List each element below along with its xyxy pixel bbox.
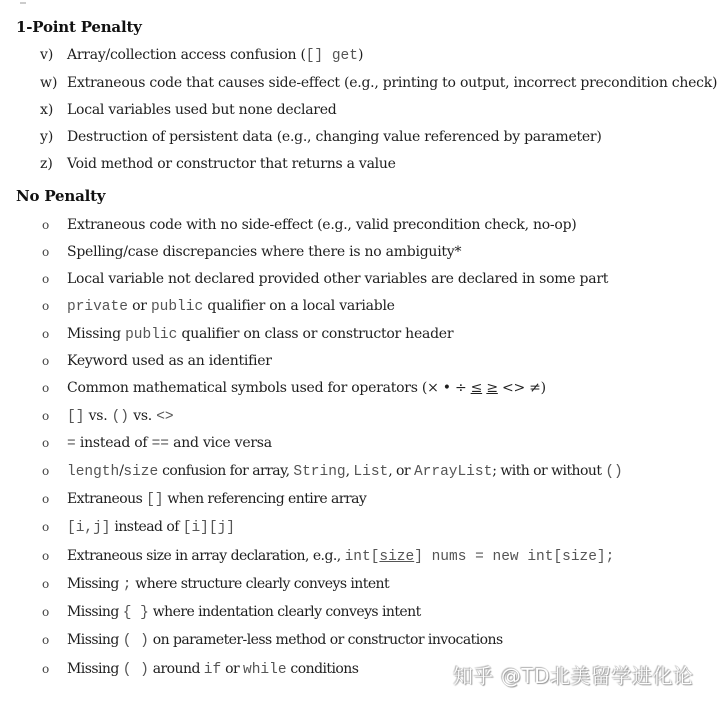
bullet-icon: o <box>42 381 50 395</box>
item-text <box>67 632 503 649</box>
watermark: 知乎 @TD北美留学进化论 <box>453 664 694 688</box>
item-text: Spelling/case discrepancies where there is no ambiguity* <box>67 244 462 260</box>
bullet-icon: o <box>42 464 50 478</box>
bullet-icon: o <box>42 409 50 423</box>
code-snippet: [] <box>146 491 164 508</box>
text-fragment: qualifier on a local variable <box>203 297 395 314</box>
item-text <box>67 435 272 452</box>
code-snippet: if <box>203 661 222 678</box>
code-snippet: <> <box>156 408 174 425</box>
item-text <box>67 576 389 593</box>
item-text: Local variable not declared provided other variables are declared in some part <box>67 271 609 287</box>
bullet-icon: o <box>42 605 50 619</box>
code-snippet: { } <box>122 604 149 621</box>
code-snippet: public <box>150 298 204 315</box>
math-symbols: × • ÷ <box>427 380 471 396</box>
list-marker: v) <box>40 47 54 63</box>
code-snippet: [i,j] <box>67 519 111 536</box>
text-fragment: and vice versa <box>168 434 272 451</box>
text-fragment: vs. <box>129 407 157 424</box>
text-fragment: on parameter-less method or constructor invocations <box>148 631 503 648</box>
code-snippet: public <box>125 326 178 343</box>
code-snippet: private <box>67 298 128 315</box>
code-snippet: ArrayList <box>413 463 493 480</box>
text-fragment: Missing <box>67 325 126 342</box>
item-text: Destruction of persistent data (e.g., changing value referenced by parameter) <box>67 129 602 145</box>
code-snippet: length <box>67 463 120 480</box>
text-fragment: confusion for array, <box>158 462 294 479</box>
text-fragment: / <box>119 462 124 479</box>
list-marker: z) <box>40 156 53 172</box>
code-snippet: List <box>353 463 389 480</box>
code-snippet: () <box>605 463 623 480</box>
text-fragment: ; with or without <box>492 462 606 479</box>
text-fragment: Common mathematical symbols used for operators ( <box>67 380 428 396</box>
bullet-icon: o <box>42 299 50 313</box>
item-text <box>67 491 366 508</box>
code-snippet: () <box>111 408 130 425</box>
bullet-icon: o <box>42 492 50 506</box>
list-marker: x) <box>40 102 54 118</box>
text-fragment: conditions <box>286 660 359 677</box>
text-fragment: or <box>127 297 151 314</box>
bullet-icon: o <box>42 577 50 591</box>
text-fragment: , <box>345 462 354 479</box>
code-snippet: ; <box>122 576 132 593</box>
section-heading-no-penalty: No Penalty <box>16 187 106 205</box>
item-text <box>67 408 174 425</box>
text-fragment: Missing <box>67 631 123 648</box>
text-fragment: where indentation clearly conveys intent <box>148 603 421 620</box>
text-fragment: around <box>148 660 204 677</box>
bullet-icon: o <box>42 662 50 676</box>
code-snippet: ( ) <box>122 632 149 649</box>
text-fragment: Missing <box>67 603 123 620</box>
item-text: Extraneous code with no side-effect (e.g., valid precondition check, no-op) <box>67 217 577 233</box>
item-text <box>67 326 453 343</box>
item-text <box>67 380 546 396</box>
item-text <box>67 661 358 678</box>
item-text <box>67 604 421 621</box>
item-text: Void method or constructor that returns a value <box>67 156 396 172</box>
bullet-icon: o <box>42 520 50 534</box>
bullet-icon: o <box>42 245 50 259</box>
text-fragment: vs. <box>84 407 112 424</box>
bullet-icon: o <box>42 354 50 368</box>
text-fragment: where structure clearly conveys intent <box>131 575 390 592</box>
item-text <box>67 519 235 536</box>
code-snippet: String <box>293 463 346 480</box>
list-marker: y) <box>40 129 54 145</box>
text-fragment: or <box>221 660 244 677</box>
bullet-icon: o <box>42 436 50 450</box>
code-snippet-underlined: size <box>379 548 415 565</box>
cropped-text-fragment <box>20 0 26 4</box>
item-text: Local variables used but none declared <box>67 102 337 118</box>
section-heading-one-point-penalty: 1-Point Penalty <box>16 18 142 36</box>
item-text <box>67 548 614 565</box>
code-snippet: [] <box>67 408 85 425</box>
code-snippet: ( ) <box>122 661 149 678</box>
text-fragment: Missing <box>67 660 123 677</box>
bullet-icon: o <box>42 272 50 286</box>
code-snippet: int[ <box>344 548 380 565</box>
math-symbol-le: ≤ <box>470 380 483 396</box>
code-snippet: ] nums = new int[size]; <box>414 548 615 565</box>
text-fragment: , or <box>388 462 414 479</box>
item-text <box>67 298 395 315</box>
item-text: Array/collection access confusion ( <box>67 46 306 63</box>
text-fragment: when referencing entire array <box>163 490 367 507</box>
text-fragment: Extraneous <box>67 490 147 507</box>
list-marker: w) <box>40 75 58 91</box>
bullet-icon: o <box>42 549 50 563</box>
text-fragment: Missing <box>67 575 123 592</box>
code-snippet: [] get <box>305 47 358 64</box>
bullet-icon: o <box>42 327 50 341</box>
text-fragment: <> ≠) <box>497 380 546 396</box>
bullet-icon: o <box>42 218 50 232</box>
code-snippet: = <box>67 435 76 452</box>
code-snippet: while <box>243 661 287 678</box>
item-text: Extraneous code that causes side-effect (e.g., printing to output, incorrect precondition check) <box>67 75 718 91</box>
math-symbol-ge: ≥ <box>486 380 498 396</box>
text-fragment: instead of <box>110 518 183 535</box>
item-text <box>67 463 623 480</box>
text-fragment: Extraneous size in array declaration, e.g., <box>67 547 345 564</box>
item-text: ) <box>357 46 364 63</box>
code-snippet: [i][j] <box>182 519 235 536</box>
item-text: Keyword used as an identifier <box>67 353 272 369</box>
bullet-icon: o <box>42 633 50 647</box>
code-snippet: size <box>123 463 159 480</box>
text-fragment: qualifier on class or constructor header <box>177 325 454 342</box>
text-fragment: instead of <box>75 434 152 451</box>
code-snippet: == <box>151 435 169 452</box>
